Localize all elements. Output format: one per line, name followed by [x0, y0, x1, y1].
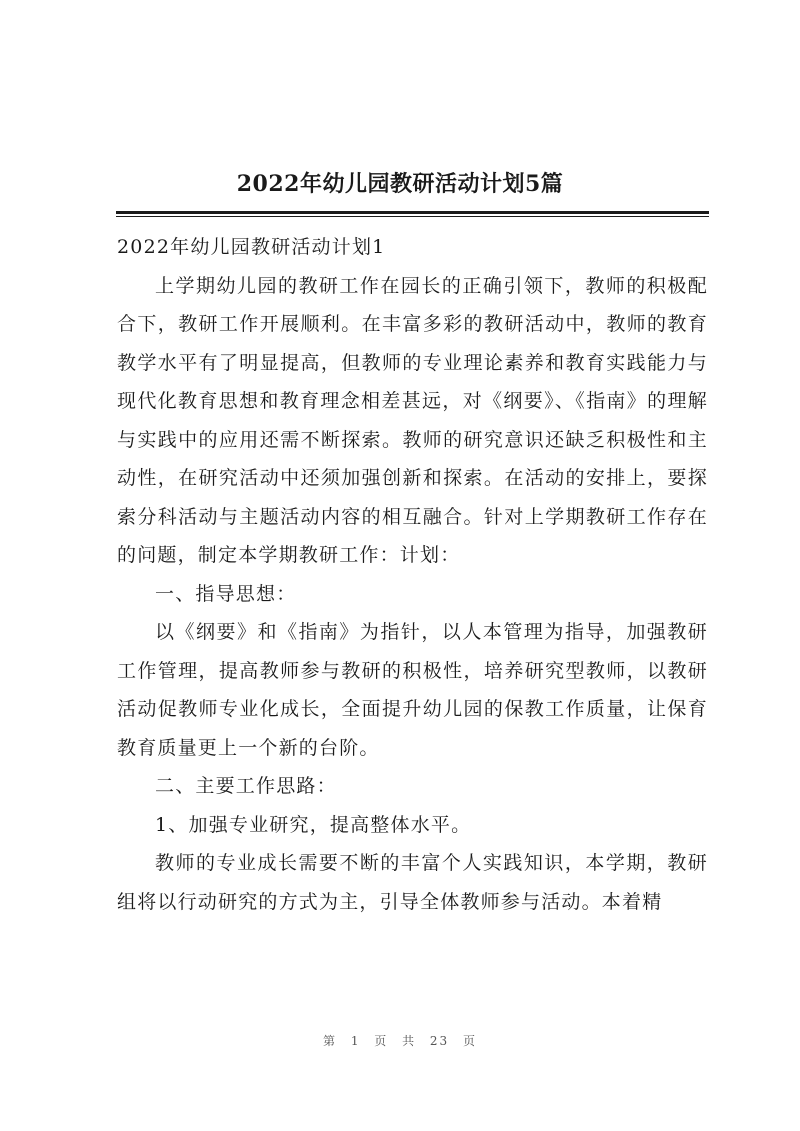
document-body	[117, 228, 708, 921]
section-title: 2022年幼儿园教研活动计划1	[117, 236, 386, 258]
title-divider-thin	[116, 216, 709, 217]
page-footer: 第 1 页 共 23 页	[323, 1034, 477, 1048]
document-title: 2022年幼儿园教研活动计划5篇	[236, 171, 564, 197]
paragraph-intro: 上学期幼儿园的教研工作在园长的正确引领下，教师的积极配合下，教研工作开展顺利。在丰富多彩的教研活动中，教师的教育教学水平有了明显提高，但教师的专业理论素养和教育实践能力与现代化教育思想和教育理念相差甚远，对《纲要》、《指南》的理解与实践中的应用还需不断探索。教师的研究意识还缺乏积极性和主动性，在研究活动中还须加强创新和探索。在活动的安排上，要探索分科活动与主题活动内容的相互融合。针对上学期教研工作存在的问题，制定本学期教研工作：计划：	[117, 274, 708, 566]
heading-guiding-ideology: 一、指导思想：	[155, 582, 297, 605]
title-divider-thick	[116, 211, 709, 214]
paragraph-guiding-ideology: 以《纲要》和《指南》为指针，以人本管理为指导，加强教研工作管理，提高教师参与教研的积极性，培养研究型教师，以教研活动促教师专业化成长，全面提升幼儿园的保教工作质量，让保育教育质量更上一个新的台阶。	[117, 621, 708, 759]
paragraph-item-1: 教师的专业成长需要不断的丰富个人实践知识，本学期，教研组将以行动研究的方式为主，引导全体教师参与活动。本着精	[117, 852, 708, 913]
heading-item-1: 1、加强专业研究，提高整体水平。	[155, 813, 472, 836]
heading-main-work-ideas: 二、主要工作思路：	[155, 775, 337, 797]
